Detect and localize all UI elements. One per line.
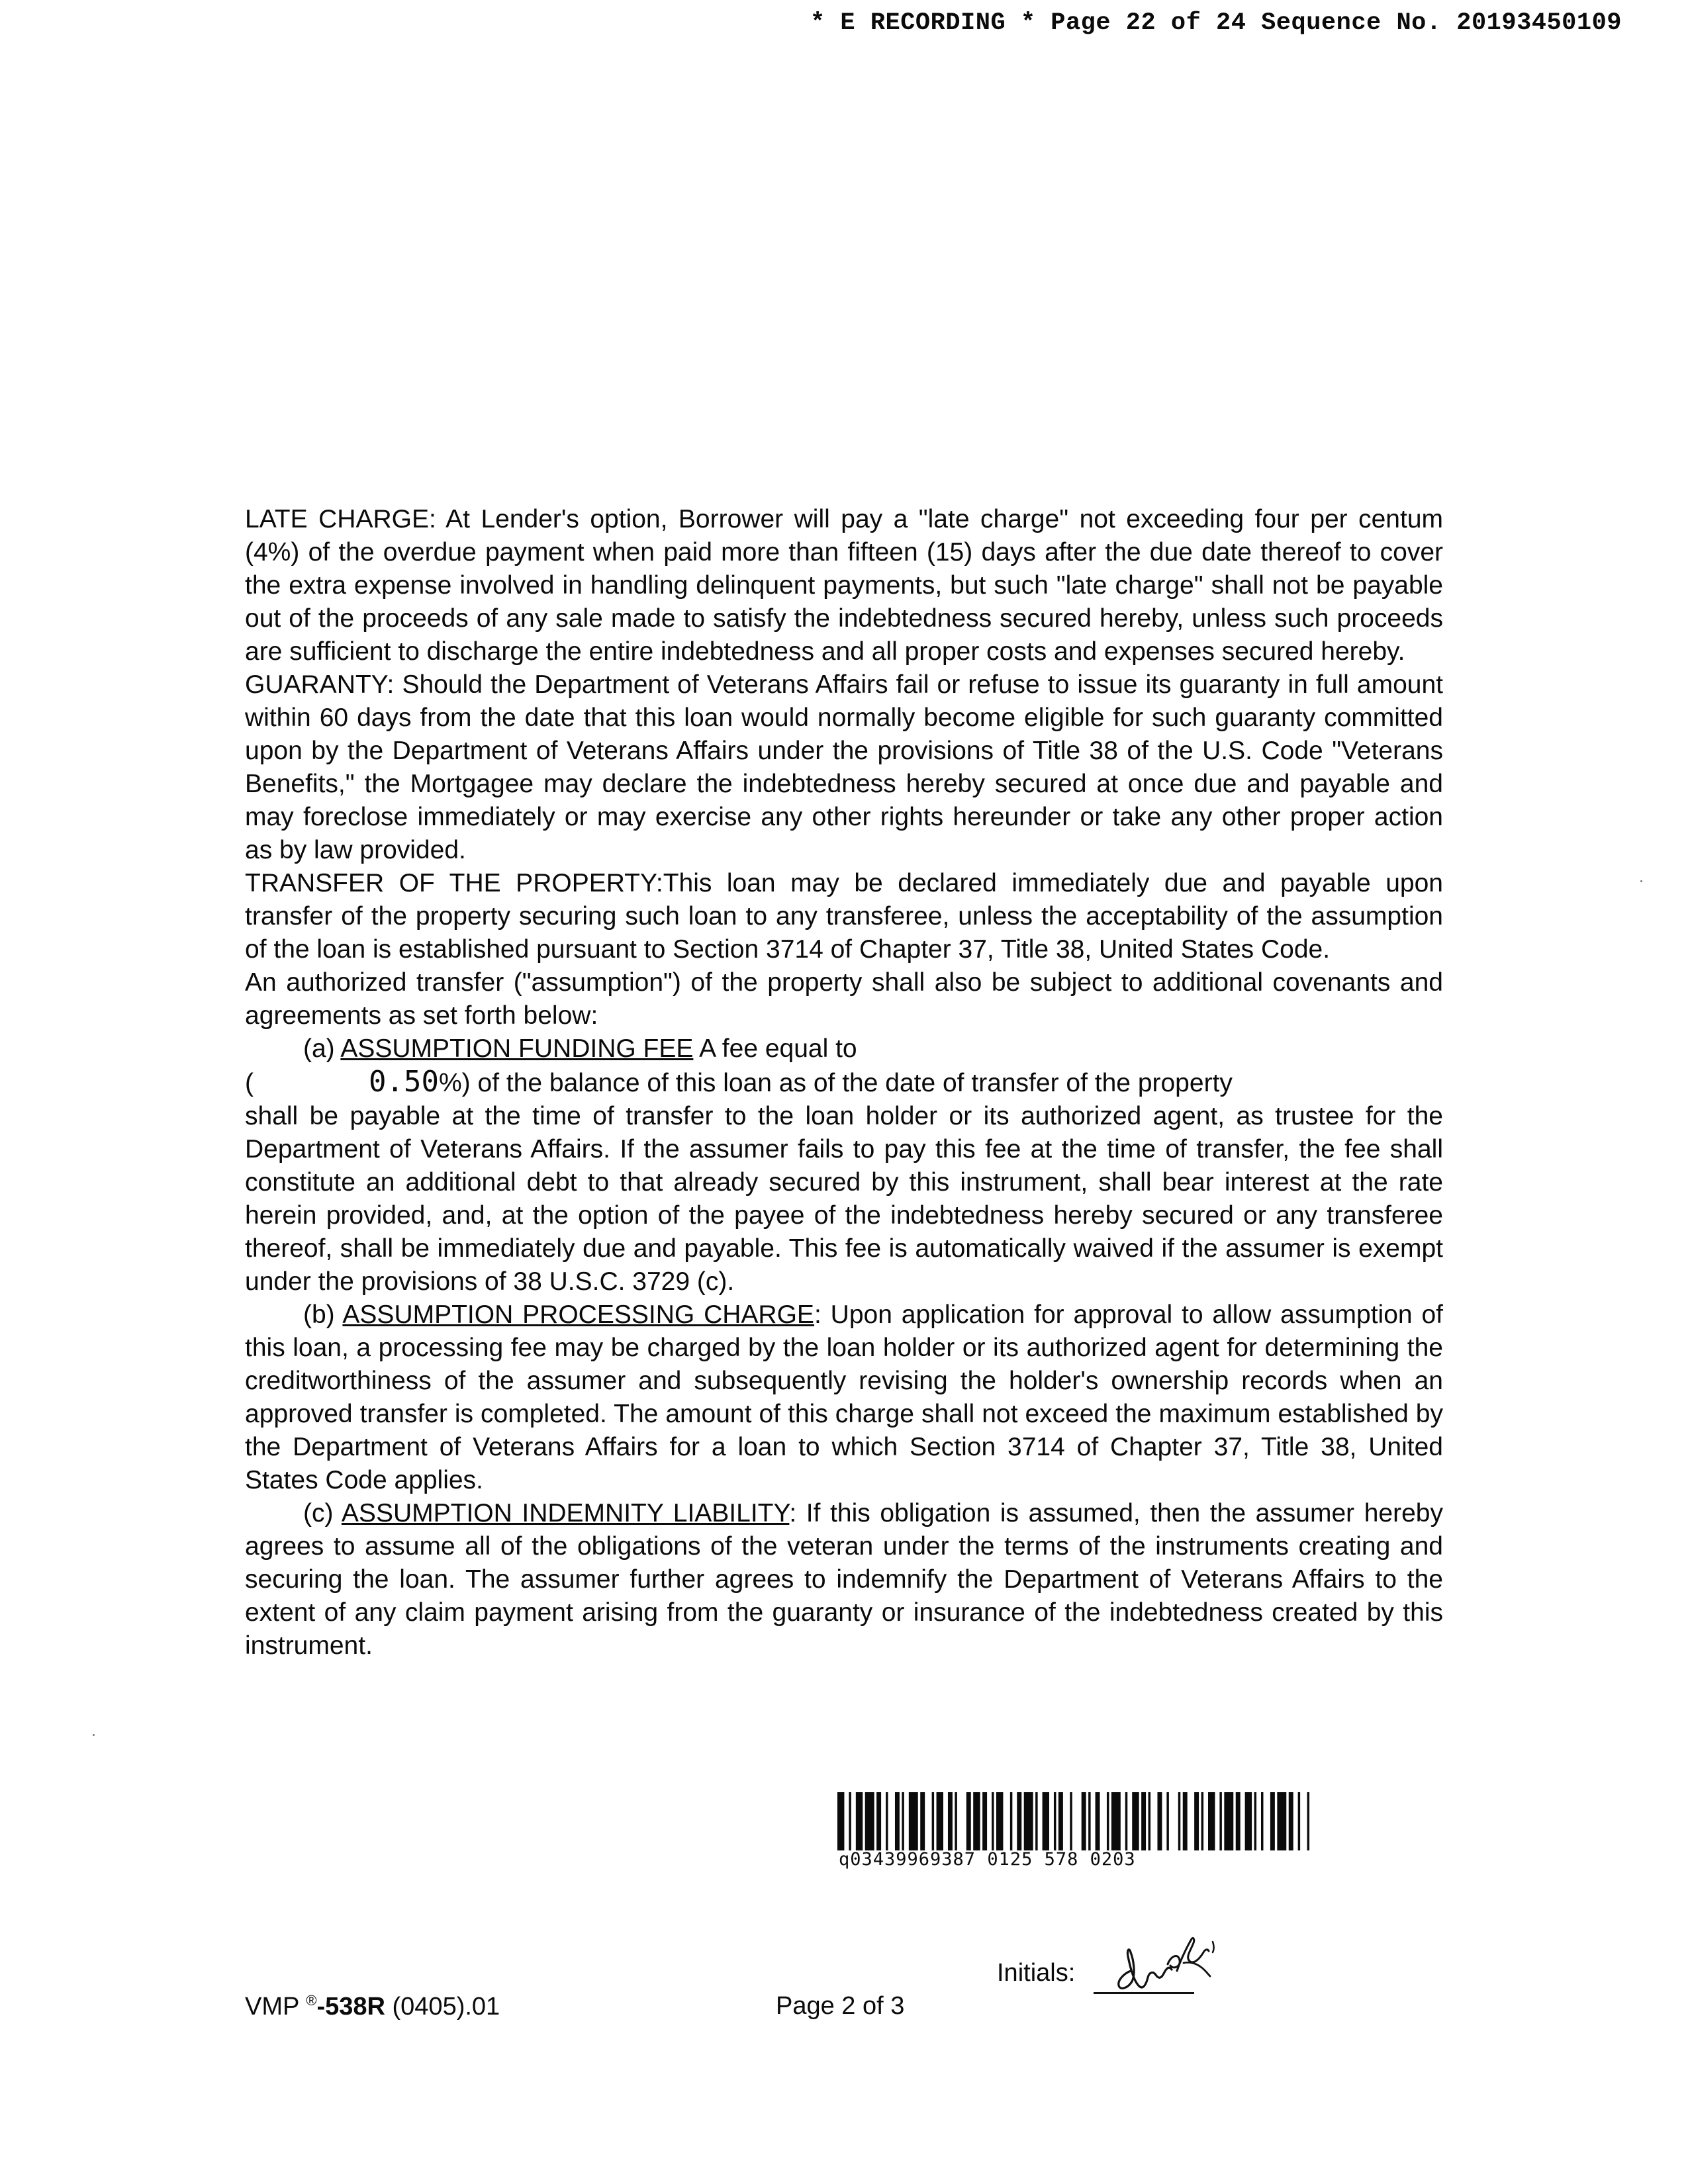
barcode-bar [1088,1792,1090,1850]
indemnity-liability-text: If this obligation is assumed, then the assumer hereby agrees to assume all of the obligations of the veteran under the terms of the instruments creating and securing the loan. The assumer further agrees to indemnify the Department of Veterans Affairs to the extent of any claim payment arising from the guaranty or insurance of the indebtedness created by this instrument. [245,1499,1443,1660]
authorized-transfer-paragraph: An authorized transfer ("assumption") of the property shall also be subject to additional covenants and agreements as set forth below: [245,968,1443,1030]
barcode-bar [1107,1792,1109,1850]
barcode-bar [1307,1792,1309,1850]
form-number [245,1992,500,2021]
barcode-bar [992,1792,994,1850]
barcode-bar [865,1792,874,1850]
barcode-bar [966,1792,971,1850]
barcode-bar [932,1792,934,1850]
barcode-bar [1082,1792,1086,1850]
barcode-bar [856,1792,863,1850]
funding-fee-paragraph: shall be payable at the time of transfer to the loan holder or its authorized agent, as trustee for the Department of Veterans Affairs. If the assumer fails to pay this fee at the time of transfer, the fee shall constitute an additional debt to that already secured by this instrument, shall bear interest at the rate herein provided, and, at the option of the payee of the indebtedness hereby secured or any transferee thereof, shall be immediately due and payable. This fee is automatically waived if the assumer is exempt under the provisions of 38 U.S.C. 3729 (c). [245,1102,1443,1296]
barcode-bar [1096,1792,1100,1850]
barcode-bar [1254,1792,1256,1850]
barcode-bar [1111,1792,1121,1850]
late-charge-paragraph: LATE CHARGE: At Lender's option, Borrower will pay a "late charge" not exceeding four per centum (4%) of the overdue payment when paid more than fifteen (15) days after the due date thereof to cover the extra expense involved in handling delinquent payments, but such "late charge" shall not be payable out of the proceeds of any sale made to satisfy the indebtedness secured hereby, unless such proceeds are sufficient to discharge the entire indebtedness and all proper costs and expenses secured hereby. [245,505,1443,666]
barcode-bar [1261,1792,1263,1850]
barcode-bar [1058,1792,1063,1850]
guaranty-paragraph: GUARANTY: Should the Department of Veterans Affairs fail or refuse to issue its guaranty in full amount within 60 days from the date that this loan would normally become eligible for such guaranty committed upon by the Department of Veterans Affairs under the provisions of Title 38 of the U.S. Code "Veterans Benefits," the Mortgagee may declare the indebtedness hereby secured at once due and payable and may foreclose immediately or may exercise any other rights hereunder or take any other proper action as by law provided. [245,670,1443,864]
barcode-bar [937,1792,943,1850]
barcode-bar [1149,1792,1150,1850]
barcode-bar [1201,1792,1203,1850]
funding-fee-heading: ASSUMPTION FUNDING FEE [340,1034,694,1063]
barcode-bar [1178,1792,1180,1850]
barcode-bar [1043,1792,1049,1850]
barcode-bar [1166,1792,1168,1850]
document-body [245,503,1443,1662]
barcode-bar [1289,1792,1293,1850]
barcode-bar [1070,1792,1072,1850]
document-barcode [837,1792,1314,1870]
barcode-bar [1298,1792,1300,1850]
funding-fee-intro [245,1032,1443,1066]
form-registered-mark: ® [306,1992,317,2009]
barcode-bar [849,1792,851,1850]
funding-fee-label: (a) [303,1034,335,1063]
barcode-bar [973,1792,980,1850]
barcode-bar [1132,1792,1139,1850]
barcode-bar [895,1792,900,1850]
barcode-bar [1194,1792,1199,1850]
page-number: Page 2 of 3 [776,1992,905,2020]
processing-charge-label: (b) [303,1300,335,1329]
barcode-bar [1224,1792,1233,1850]
barcode-bar [1141,1792,1146,1850]
fee-open-paren: ( [245,1069,254,1097]
funding-fee-intro-text: A fee equal to [699,1034,857,1063]
barcode-bar [876,1792,881,1850]
scan-speck [1640,880,1642,882]
barcode-bar [955,1792,957,1850]
barcode-bar [1010,1792,1012,1850]
form-suffix: (0405).01 [385,1993,500,2021]
barcode-bars [837,1792,1314,1850]
initials-signature [1104,1933,1221,1993]
barcode-bar [1017,1792,1021,1850]
barcode-bar [948,1792,953,1850]
barcode-bar [1024,1792,1033,1850]
barcode-bar [920,1792,925,1850]
indemnity-liability-heading: ASSUMPTION INDEMNITY LIABILITY [341,1499,790,1527]
barcode-bar [1183,1792,1188,1850]
barcode-bar [886,1792,888,1850]
barcode-bar [909,1792,918,1850]
processing-charge-paragraph: (b) ASSUMPTION PROCESSING CHARGE: Upon application for approval to allow assumption of this loan, a processing fee may be charged by the loan holder or its authorized agent for determining the creditworthiness of the assumer and subsequently revising the holder's ownership records when an approved transfer is completed. The amount of this charge shall not exceed the maximum established by the Department of Veterans Affairs for a loan to which Section 3714 of Chapter 37, Title 38, United States Code applies. [245,1300,1444,1494]
barcode-bar [1236,1792,1241,1850]
form-prefix: VMP [245,1993,299,2021]
barcode-bar [1270,1792,1275,1850]
transfer-paragraph: TRANSFER OF THE PROPERTY:This loan may be declared immediately due and payable upon transfer of the property securing such loan to any transferee, unless the acceptability of the assumption of the loan is established pursuant to Section 3714 of Chapter 37, Title 38, United States Code. [245,869,1443,964]
barcode-bar [1208,1792,1215,1850]
indemnity-liability-label: (c) [303,1499,334,1527]
barcode-bar [982,1792,987,1850]
initials-label: Initials: [997,1959,1076,1987]
barcode-bar [1157,1792,1162,1850]
funding-fee-rate-value: 0.50 [369,1065,439,1099]
barcode-bar [1054,1792,1056,1850]
processing-charge-text: Upon application for approval to allow assumption of this loan, a processing fee may be charged by the loan holder or its authorized agent for determining the creditworthiness of the assumer and subsequently revising the holder's ownership records when an approved transfer is completed. The amount of this charge shall not exceed the maximum established by the Department of Veterans Affairs for a loan to which Section 3714 of Chapter 37, Title 38, United States Code applies. [245,1300,1444,1494]
barcode-bar [996,1792,1003,1850]
barcode-bar [1035,1792,1037,1850]
recording-header: * E RECORDING * Page 22 of 24 Sequence No. 20193450109 [810,9,1622,37]
funding-fee-rate-suffix: %) of the balance of this loan as of the date of transfer of the property [439,1069,1233,1097]
barcode-bar [902,1792,904,1850]
scan-speck [93,1734,95,1736]
form-code: -538R [316,1993,385,2021]
barcode-bar [1277,1792,1286,1850]
processing-charge-heading: ASSUMPTION PROCESSING CHARGE [342,1300,814,1329]
barcode-bar [1245,1792,1252,1850]
funding-fee-rate-line [245,1066,1443,1100]
indemnity-liability-paragraph: (c) ASSUMPTION INDEMNITY LIABILITY: If this obligation is assumed, then the assumer hereby agrees to assume all of the obligations of the veteran under the terms of the instruments creating and securing the loan. The assumer further agrees to indemnify the Department of Veterans Affairs to the extent of any claim payment arising from the guaranty or insurance of the indebtedness created by this instrument. [245,1499,1443,1660]
barcode-bar [1125,1792,1127,1850]
barcode-bar [1219,1792,1221,1850]
barcode-bar [837,1792,844,1850]
barcode-number: q03439969387 0125 578 0203 [839,1849,1136,1870]
